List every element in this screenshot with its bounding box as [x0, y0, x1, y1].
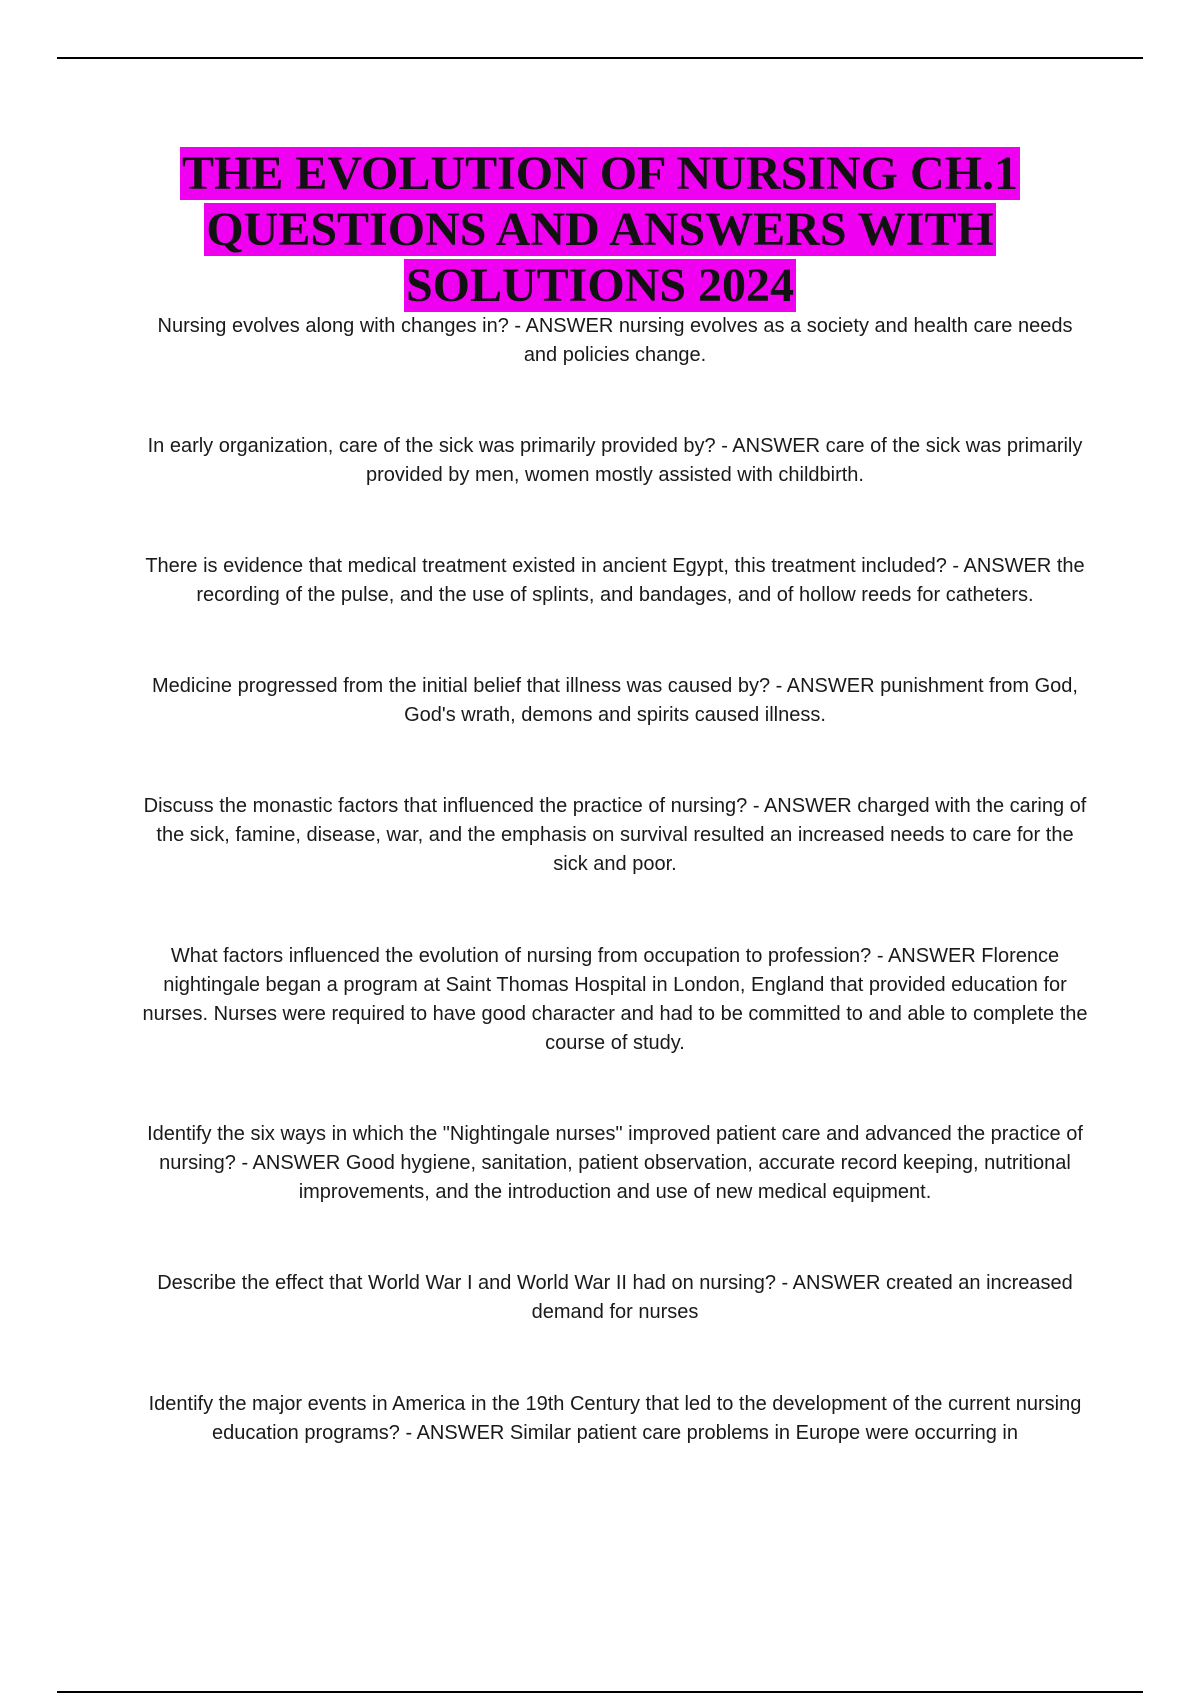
qa-item-1: Nursing evolves along with changes in? - ANSWER nursing evolves as a society and health care needs and policies change. [157, 315, 1073, 366]
qa-item-8: Describe the effect that World War I and World War II had on nursing? - ANSWER created an increased demand for nurses [157, 1272, 1073, 1323]
qa-item-6: What factors influenced the evolution of nursing from occupation to profession? - ANSWER Florence nightingale began a program at Saint Thomas Hospital in London, England that provided education for nurses. Nurses were required to have good character and had to be committed to and able to complete the course of study. [142, 945, 1088, 1054]
qa-item-2: In early organization, care of the sick was primarily provided by? - ANSWER care of the sick was primarily provided by men, women mostly assisted with childbirth. [147, 435, 1083, 486]
document-title [150, 146, 1050, 314]
qa-item-3: There is evidence that medical treatment existed in ancient Egypt, this treatment included? - ANSWER the recording of the pulse, and the use of splints, and bandages, and of hollow reeds for catheters. [145, 555, 1085, 606]
title-highlight: THE EVOLUTION OF NURSING CH.1 QUESTIONS AND ANSWERS WITH SOLUTIONS 2024 [181, 147, 1019, 312]
qa-item-4: Medicine progressed from the initial belief that illness was caused by? - ANSWER punishment from God, God's wrath, demons and spirits caused illness. [152, 675, 1078, 726]
qa-item-5: Discuss the monastic factors that influenced the practice of nursing? - ANSWER charged with the caring of the sick, famine, disease, war, and the emphasis on survival resulted an increased needs to care for the sick and poor. [143, 795, 1087, 875]
qa-item-7: Identify the six ways in which the "Nightingale nurses" improved patient care and advanced the practice of nursing? - ANSWER Good hygiene, sanitation, patient observation, accurate record keeping, nutritional improvements, and the introduction and use of new medical equipment. [147, 1123, 1083, 1203]
top-divider [57, 57, 1143, 59]
bottom-divider [57, 1691, 1143, 1693]
qa-item-9: Identify the major events in America in the 19th Century that led to the development of the current nursing education programs? - ANSWER Similar patient care problems in Europe were occurring in [148, 1393, 1082, 1444]
